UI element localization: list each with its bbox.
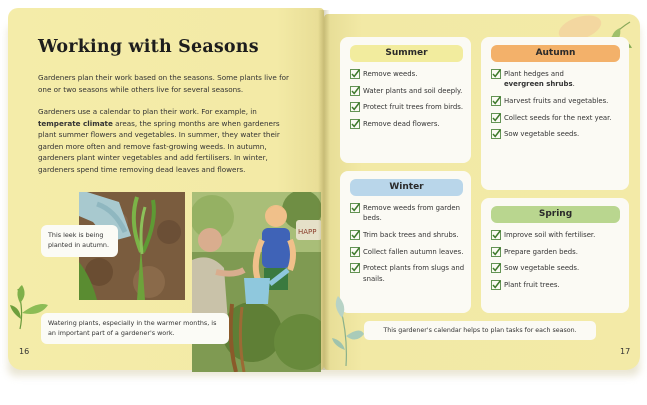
- winter-task-list: [350, 203, 468, 290]
- checkmark-icon: [491, 113, 501, 123]
- autumn-task-list: [491, 69, 621, 146]
- checkmark-icon: [491, 69, 501, 79]
- list-item: Trim back trees and shrubs.: [350, 230, 468, 240]
- checkmark-icon: [491, 280, 501, 290]
- checkmark-icon: [491, 263, 501, 273]
- list-item: Water plants and soil deeply.: [350, 86, 468, 96]
- calendar-paragraph: [38, 106, 300, 176]
- calendar-paragraph-end: areas, the spring months are when gardeners plant summer flowers and vegetables. In summer, they water their garden more often and remove fast-growing weeds. In autumn, gardeners plant winter vegetables and add fertilisers. In winter, gardeners spend time removing dead leaves and flowers.: [38, 118, 280, 174]
- list-item: Sow vegetable seeds.: [491, 263, 621, 273]
- list-item: Protect fruit trees from birds.: [350, 102, 468, 112]
- checkmark-icon: [350, 203, 360, 213]
- checkmark-icon: [491, 129, 501, 139]
- spring-card: [481, 198, 629, 313]
- summer-header: Summer: [350, 45, 463, 62]
- list-item: Remove dead flowers.: [350, 119, 468, 129]
- page-number-right: 17: [620, 347, 631, 356]
- watering-plants-photo: [192, 192, 321, 372]
- checkmark-icon: [350, 230, 360, 240]
- checkmark-icon: [350, 247, 360, 257]
- watering-plants-image: [192, 192, 321, 372]
- list-item: Harvest fruits and vegetables.: [491, 96, 621, 106]
- checkmark-icon: [350, 263, 360, 273]
- list-item: Improve soil with fertiliser.: [491, 230, 621, 240]
- checkmark-icon: [491, 247, 501, 257]
- winter-header: Winter: [350, 179, 463, 196]
- list-item: Remove weeds.: [350, 69, 468, 79]
- list-item: Remove weeds from garden beds.: [350, 203, 468, 223]
- checkmark-icon: [350, 102, 360, 112]
- checkmark-icon: [491, 230, 501, 240]
- leaf-decoration-bottom-icon: [330, 296, 366, 366]
- list-item: Collect seeds for the next year.: [491, 113, 621, 123]
- calendar-paragraph-start: Gardeners use a calendar to plan their work. For example, in: [38, 107, 257, 116]
- calendar-footnote: This gardener's calendar helps to plan tasks for each season.: [364, 321, 596, 340]
- winter-card: [340, 171, 471, 313]
- summer-task-list: [350, 69, 468, 136]
- list-item: Collect fallen autumn leaves.: [350, 247, 468, 257]
- list-item: Plant fruit trees.: [491, 280, 621, 290]
- page-number-left: 16: [19, 347, 30, 356]
- list-item: Prepare garden beds.: [491, 247, 621, 257]
- checkmark-icon: [491, 96, 501, 106]
- temperate-climate-term: temperate climate: [38, 118, 113, 128]
- leek-caption: This leek is being planted in autumn.: [41, 225, 118, 257]
- checkmark-icon: [350, 69, 360, 79]
- watering-caption: Watering plants, especially in the warmer months, is an important part of a gardener's work.: [41, 313, 229, 344]
- list-item: Plant hedges and evergreen shrubs.: [491, 69, 621, 89]
- book-gutter: [318, 10, 330, 370]
- list-item: Protect plants from slugs and snails.: [350, 263, 468, 283]
- spring-task-list: [491, 230, 621, 297]
- autumn-card: [481, 37, 629, 190]
- summer-card: [340, 37, 471, 163]
- list-item: Sow vegetable seeds.: [491, 129, 621, 139]
- spring-header: Spring: [491, 206, 620, 223]
- checkmark-icon: [350, 86, 360, 96]
- leaf-decoration-left-icon: [10, 285, 52, 330]
- intro-paragraph: Gardeners plan their work based on the seasons. Some plants live for one or two seasons while others live for several seasons.: [38, 73, 290, 94]
- happy-sign-text: HAPP: [298, 228, 317, 236]
- page-title: Working with Seasons: [38, 37, 259, 57]
- autumn-header: Autumn: [491, 45, 620, 62]
- checkmark-icon: [350, 119, 360, 129]
